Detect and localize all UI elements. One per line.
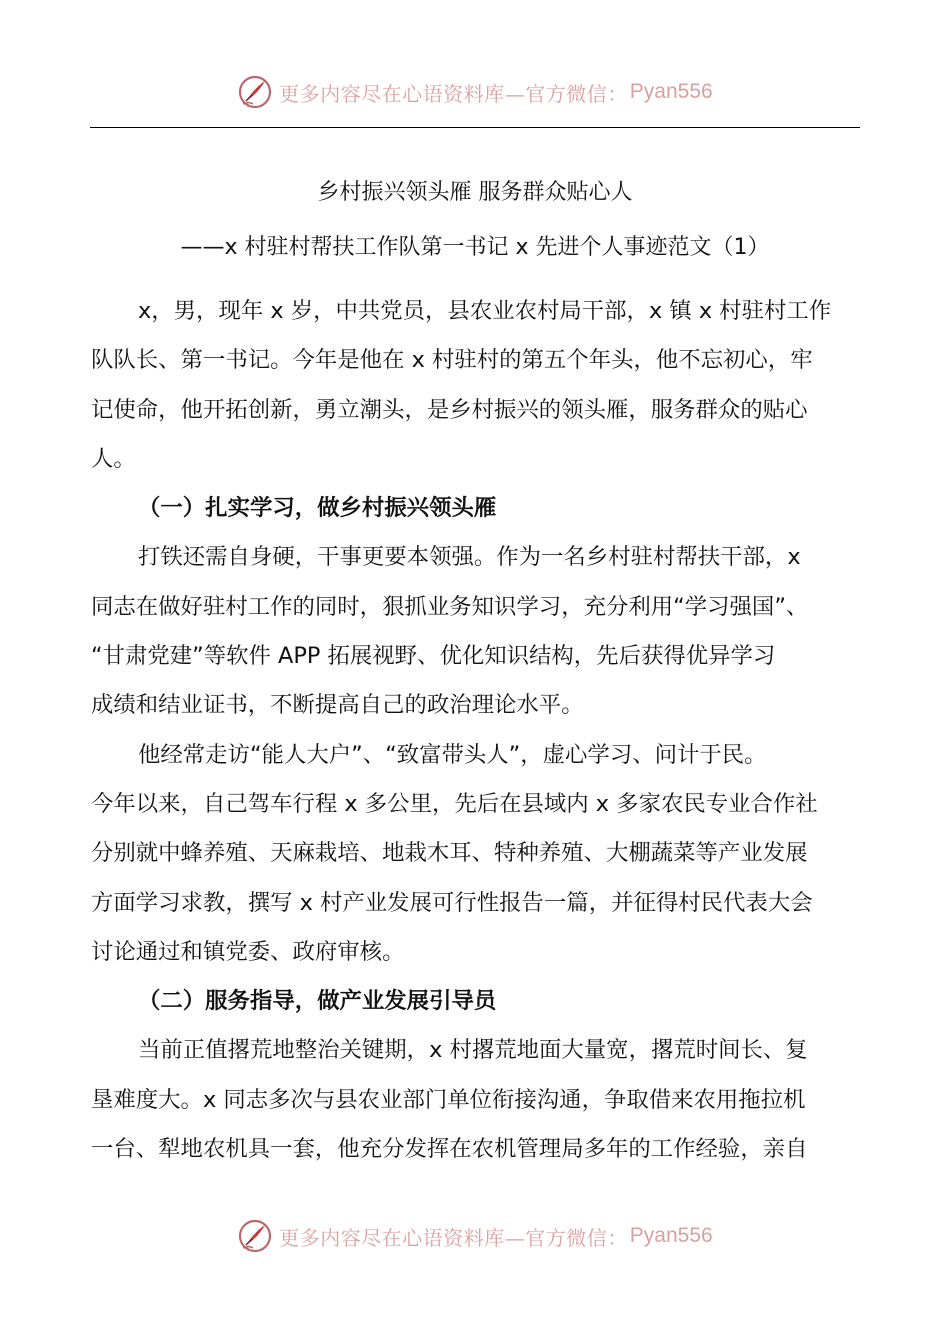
section-heading-1: （一）扎实学习，做乡村振兴领头雁 — [138, 495, 497, 522]
section-heading-2: （二）服务指导，做产业发展引导员 — [138, 988, 497, 1015]
document-body — [91, 287, 865, 1174]
paragraph-line: 打铁还需自身硬，干事更要本领强。作为一名乡村驻村帮扶干部，x — [138, 544, 801, 571]
quill-logo-icon — [237, 1218, 273, 1254]
watermark-text: 更多内容尽在心语资料库—官方微信： — [279, 81, 628, 106]
paragraph-line: 人。 — [91, 445, 136, 472]
watermark-footer — [0, 1214, 950, 1258]
document-title: 乡村振兴领头雁 服务群众贴心人 — [317, 180, 633, 205]
header-divider — [90, 127, 860, 128]
paragraph-line: 今年以来，自己驾车行程 x 多公里，先后在县域内 x 多家农民专业合作社 — [91, 790, 818, 817]
quill-logo-icon — [237, 74, 273, 110]
paragraph-line: 他经常走访“能人大户”、“致富带头人”，虚心学习、问计于民。 — [138, 741, 767, 768]
paragraph-line: 分别就中蜂养殖、天麻栽培、地栽木耳、特种养殖、大棚蔬菜等产业发展 — [91, 840, 808, 867]
paragraph-line: 垦难度大。x 同志多次与县农业部门单位衔接沟通，争取借来农用拖拉机 — [91, 1086, 806, 1113]
paragraph-line: “甘肃党建”等软件 APP 拓展视野、优化知识结构，先后获得优异学习 — [91, 643, 776, 670]
document-subtitle: ——x 村驻村帮扶工作队第一书记 x 先进个人事迹范文（1） — [180, 235, 770, 260]
paragraph-line: 一台、犁地农机具一套，他充分发挥在农机管理局多年的工作经验，亲自 — [91, 1136, 808, 1163]
paragraph-line: 同志在做好驻村工作的同时，狠抓业务知识学习，充分利用“学习强国”、 — [91, 593, 809, 620]
paragraph-line: 当前正值撂荒地整治关键期，x 村撂荒地面大量宽，撂荒时间长、复 — [138, 1037, 808, 1064]
paragraph-line: 方面学习求教，撰写 x 村产业发展可行性报告一篇，并征得村民代表大会 — [91, 889, 813, 916]
watermark-text: 更多内容尽在心语资料库—官方微信： — [279, 1225, 628, 1250]
paragraph-line: 讨论通过和镇党委、政府审核。 — [91, 938, 405, 965]
paragraph-line: x，男，现年 x 岁，中共党员，县农业农村局干部，x 镇 x 村驻村工作 — [138, 298, 832, 324]
paragraph-line: 记使命，他开拓创新，勇立潮头，是乡村振兴的领头雁，服务群众的贴心 — [91, 396, 808, 423]
watermark-wechat-id: Pyan556 — [629, 1224, 713, 1247]
watermark-wechat-id: Pyan556 — [629, 80, 713, 103]
watermark-header — [0, 70, 950, 114]
paragraph-line: 成绩和结业证书，不断提高自己的政治理论水平。 — [91, 692, 584, 719]
paragraph-line: 队队长、第一书记。今年是他在 x 村驻村的第五个年头，他不忘初心，牢 — [91, 347, 813, 374]
